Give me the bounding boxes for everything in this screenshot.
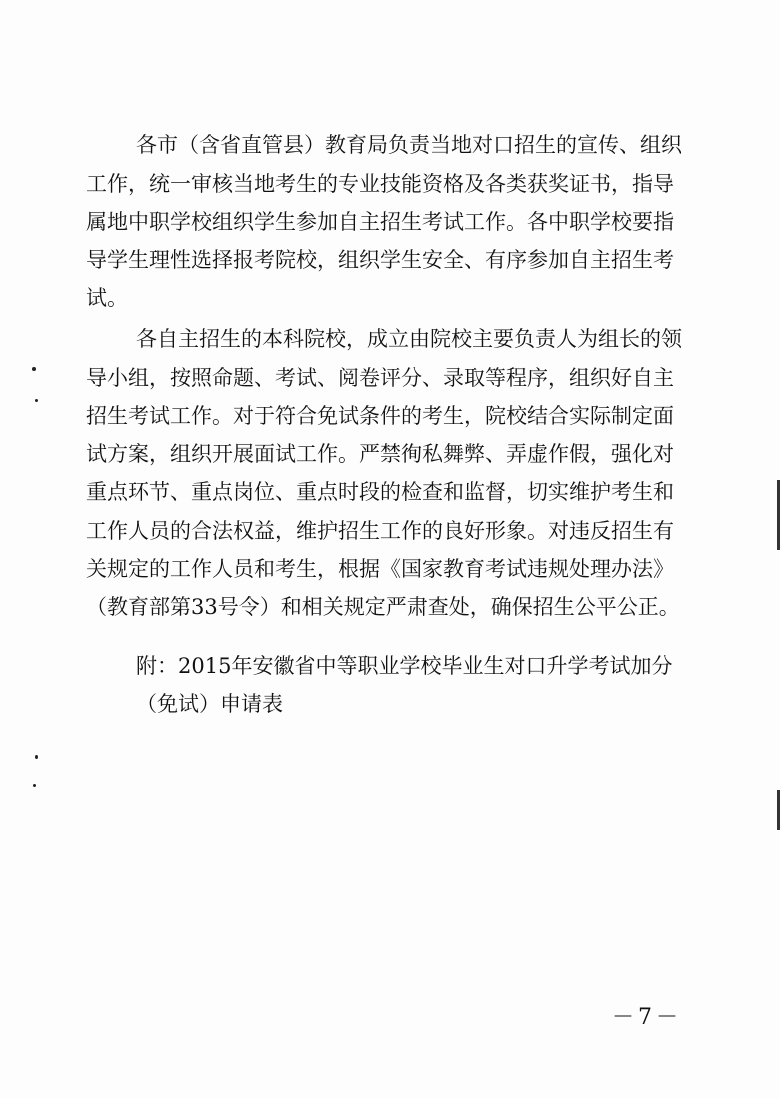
paragraph-1-line-2: 工作，统一审核当地考生的专业技能资格及各类获奖证书，指导: [86, 172, 674, 196]
paragraph-2-line-2: 导小组，按照命题、考试、阅卷评分、录取等程序，组织好自主: [86, 366, 674, 390]
attachment-line-2: （免试）申请表: [136, 692, 283, 716]
paragraph-2-line-3: 招生考试工作。对于符合免试条件的考生，院校结合实际制定面: [86, 404, 674, 428]
paragraph-2-line-1: 各自主招生的本科院校，成立由院校主要负责人为组长的领: [136, 327, 682, 351]
paragraph-1-line-1: 各市（含省直管县）教育局负责当地对口招生的宣传、组织: [136, 133, 682, 157]
paragraph-1-line-4: 导学生理性选择报考院校，组织学生安全、有序参加自主招生考: [86, 248, 674, 272]
scan-speck: [33, 784, 36, 787]
paragraph-2-line-4: 试方案，组织开展面试工作。严禁徇私舞弊、弄虚作假，强化对: [86, 442, 674, 466]
scan-speck: [32, 367, 36, 371]
attachment-line-1: 附：2015年安徽省中等职业学校毕业生对口升学考试加分: [136, 654, 673, 678]
paragraph-1-line-5: 试。: [86, 286, 128, 310]
paragraph-2-line-7: 关规定的工作人员和考生，根据《国家教育考试违规处理办法》: [86, 557, 674, 581]
page-number: －7－: [612, 1005, 682, 1030]
paragraph-2-line-6: 工作人员的合法权益，维护招生工作的良好形象。对违反招生有: [86, 519, 674, 543]
scan-speck: [35, 399, 38, 402]
paragraph-2-line-8: （教育部第33号令）和相关规定严肃查处，确保招生公平公正。: [86, 595, 680, 619]
paragraph-2-line-5: 重点环节、重点岗位、重点时段的检查和监督，切实维护考生和: [86, 480, 674, 504]
paragraph-1-line-3: 属地中职学校组织学生参加自主招生考试工作。各中职学校要指: [86, 210, 674, 234]
scan-speck: [35, 755, 38, 759]
